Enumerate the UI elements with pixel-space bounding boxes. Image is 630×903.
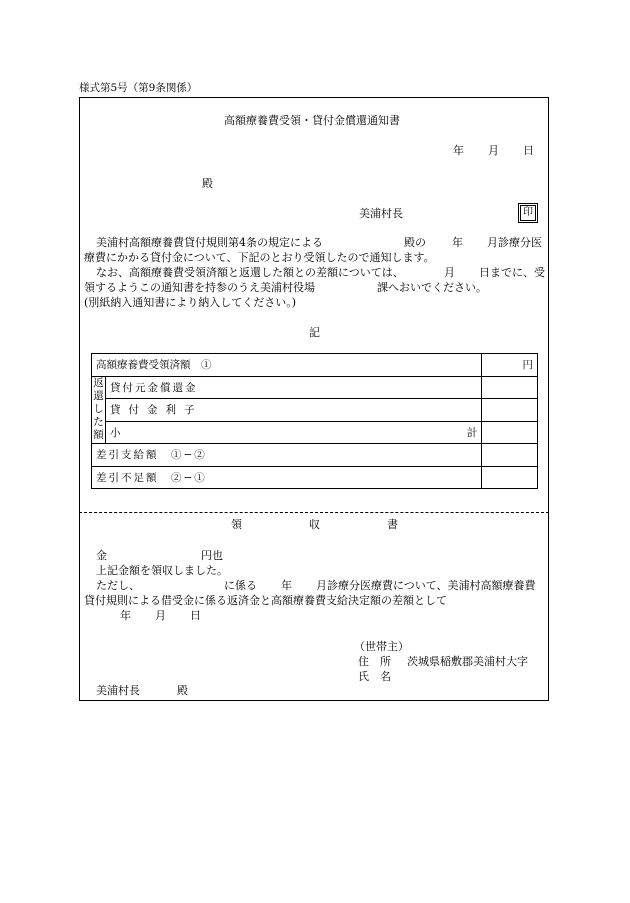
- notice-title: 高額療養費受領・貸付金償還通知書: [224, 114, 400, 127]
- receipt-date-day: 日: [190, 609, 201, 622]
- returned-char-5: 額: [93, 429, 104, 442]
- subtotal-label-a: 小: [110, 426, 121, 439]
- returned-char-2: 還: [93, 390, 104, 403]
- notice-body-1d: 月診療分医: [487, 236, 542, 249]
- notice-body-1a: 美浦村高額療養費貸付規則第4条の規定による: [96, 236, 323, 249]
- returned-char-4: た: [93, 416, 104, 429]
- form-number-label: 様式第5号（第9条関係）: [79, 82, 198, 94]
- receipt-proviso-c: 年: [281, 579, 292, 592]
- notice-addressee-suffix: 殿: [202, 177, 213, 190]
- returned-char-1: 返: [93, 377, 104, 390]
- table-row: [92, 399, 538, 422]
- notice-body-3a: なお、高額療養費受領済額と返還した額との差額については、: [96, 266, 404, 279]
- table-row: [92, 354, 538, 377]
- notice-body-3c: 日までに、受: [479, 266, 545, 279]
- name-label: 氏 名: [358, 670, 391, 683]
- table-row: [92, 376, 538, 399]
- principal-repayment-value: [482, 376, 538, 399]
- table-row: [92, 421, 538, 444]
- receipt-proviso-d: 月診療分医療費について、美浦村高額療養費: [316, 579, 536, 592]
- receipt-amount-suffix: 円也: [201, 549, 223, 562]
- table-row: [92, 444, 538, 467]
- net-payment-value: [482, 444, 538, 467]
- returned-amount-group-label: [92, 376, 106, 444]
- subtotal-label: [106, 421, 482, 444]
- net-payment-label: 差引支給額 ①−②: [92, 444, 482, 467]
- address-label: 住 所: [358, 655, 391, 668]
- notice-body-5: (別紙納入通知書により納入してください。): [84, 296, 297, 309]
- receipt-title-char-1: 領: [231, 518, 242, 531]
- notice-body-2: 療費にかかる貸付金について、下記のとおり受領したので通知します。: [84, 251, 435, 264]
- notice-body-4b: 課へおいでください。: [377, 281, 487, 294]
- receipt-addressee: 美浦村長: [96, 684, 140, 697]
- table-row: [92, 466, 538, 489]
- notice-ki: 記: [309, 326, 320, 339]
- returned-char-3: し: [93, 403, 104, 416]
- seal-mark: 印: [520, 205, 536, 221]
- loan-interest-value: [482, 399, 538, 422]
- receipt-proviso-a: ただし、: [96, 579, 140, 592]
- receipt-amount-prefix: 金: [96, 549, 107, 562]
- receipt-date-year: 年: [120, 609, 131, 622]
- calculation-table: [91, 353, 538, 489]
- net-shortfall-value: [482, 466, 538, 489]
- receipt-proviso-2: 貸付規則による借受金に係る返済金と高額療養費支給決定額の差額として: [84, 594, 447, 607]
- notice-body-1c: 年: [452, 236, 463, 249]
- householder-label: （世帯主）: [354, 640, 409, 653]
- receipt-title-char-3: 書: [387, 518, 398, 531]
- address-value: 茨城県稲敷郡美浦村大字: [407, 655, 528, 668]
- notice-date-month: 月: [488, 144, 499, 157]
- subtotal-value: [482, 421, 538, 444]
- notice-body-4a: 領するようこの通知書を持参のうえ美浦村役場: [84, 281, 315, 294]
- receipt-received-line: 上記金額を領収しました。: [96, 564, 228, 577]
- received-amount-label: 高額療養費受領済額 ①: [92, 354, 482, 377]
- receipt-title-char-2: 収: [309, 518, 320, 531]
- loan-interest-label: 貸付金利子: [106, 399, 482, 422]
- principal-repayment-label: 貸付元金償還金: [106, 376, 482, 399]
- notice-body-3b: 月: [444, 266, 455, 279]
- notice-body-1b: 殿の: [404, 236, 426, 249]
- notice-date-year: 年: [453, 144, 464, 157]
- subtotal-label-b: 計: [466, 426, 478, 439]
- received-amount-unit: 円: [482, 354, 538, 377]
- net-shortfall-label: 差引不足額 ②−①: [92, 466, 482, 489]
- notice-date-day: 日: [523, 144, 534, 157]
- receipt-addressee-suffix: 殿: [177, 684, 188, 697]
- receipt-date-month: 月: [155, 609, 166, 622]
- receipt-proviso-b: に係る: [224, 579, 257, 592]
- cut-line: [79, 512, 549, 513]
- notice-issuer: 美浦村長: [359, 207, 403, 220]
